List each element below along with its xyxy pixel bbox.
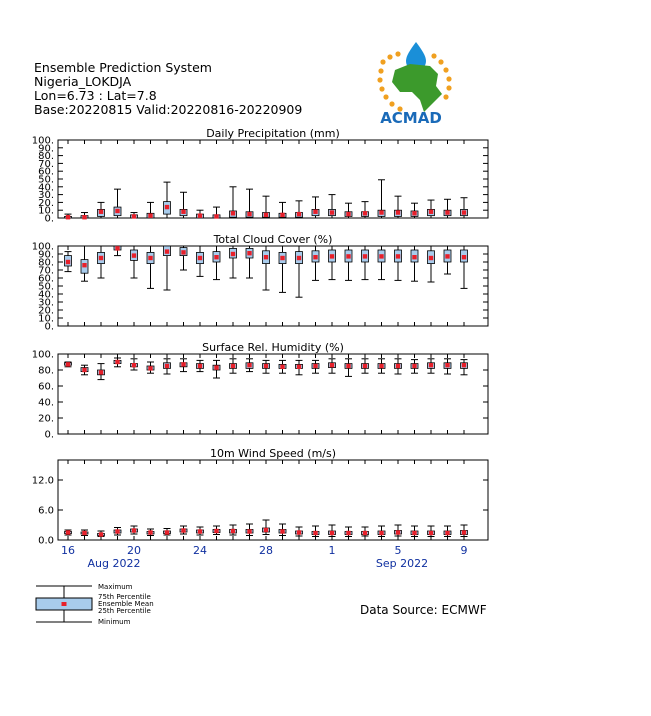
mean-marker: [445, 363, 449, 367]
mean-marker: [445, 254, 449, 258]
x-day-label: 20: [127, 544, 141, 557]
header-line-3: Lon=6.73 : Lat=7.8: [34, 88, 157, 103]
mean-marker: [379, 531, 383, 535]
mean-marker: [346, 364, 350, 368]
mean-marker: [264, 255, 268, 259]
mean-marker: [396, 364, 400, 368]
mean-marker: [231, 364, 235, 368]
mean-marker: [462, 210, 466, 214]
y-tick-label: 6.0: [38, 505, 54, 517]
mean-marker: [297, 256, 301, 260]
y-tick-label: 40.: [38, 289, 54, 301]
mean-marker: [66, 530, 70, 534]
y-tick-label: 0.: [44, 321, 54, 333]
mean-marker: [198, 256, 202, 260]
mean-marker: [280, 365, 284, 369]
legend-minimum: Minimum: [98, 618, 131, 626]
mean-marker: [297, 530, 301, 534]
mean-marker: [181, 250, 185, 254]
chart-title: 10m Wind Speed (m/s): [209, 447, 337, 460]
mean-marker: [82, 263, 86, 267]
x-day-label: 28: [259, 544, 273, 557]
header-line-4: Base:20220815 Valid:20220816-20220909: [34, 102, 303, 117]
y-tick-label: 40.: [38, 182, 54, 194]
y-tick-label: 12.0: [31, 475, 54, 487]
mean-marker: [165, 249, 169, 253]
mean-marker: [165, 205, 169, 209]
y-tick-label: 0.: [44, 429, 54, 441]
mean-marker: [82, 531, 86, 535]
mean-marker: [330, 531, 334, 535]
mean-marker: [412, 364, 416, 368]
legend-25th-percentile: 25th Percentile: [98, 607, 151, 615]
x-month-label: Sep 2022: [375, 557, 429, 570]
x-day-label: 16: [61, 544, 75, 557]
x-axis-labels: [61, 544, 468, 570]
mean-marker: [247, 363, 251, 367]
y-tick-label: 20.: [38, 305, 54, 317]
mean-marker: [115, 529, 119, 533]
legend-ensemble-mean: Ensemble Mean: [98, 600, 154, 608]
mean-marker: [198, 529, 202, 533]
mean-marker: [132, 363, 136, 367]
y-tick-label: 20.: [38, 413, 54, 425]
mean-marker: [99, 370, 103, 374]
plot-frame: [58, 246, 488, 326]
y-tick-label: 100.: [31, 349, 54, 361]
mean-marker: [181, 528, 185, 532]
mean-marker: [363, 254, 367, 258]
mean-marker: [379, 364, 383, 368]
logo-text: ACMAD: [380, 109, 442, 127]
y-tick-label: 50.: [38, 281, 54, 293]
africa-map-water-drop-logo: [377, 42, 451, 127]
mean-marker: [462, 363, 466, 367]
plot-frame: [58, 460, 488, 540]
x-day-label: 9: [460, 544, 468, 557]
box-legend: [36, 583, 154, 626]
chart-title: Daily Precipitation (mm): [206, 127, 340, 140]
mean-marker: [132, 528, 136, 532]
mean-marker: [82, 368, 86, 372]
mean-marker: [346, 531, 350, 535]
mean-marker: [313, 531, 317, 535]
legend-mean-marker: [62, 602, 67, 606]
mean-marker: [247, 251, 251, 255]
y-tick-label: 0.: [44, 213, 54, 225]
total-cloud-cover-chart: [32, 233, 488, 333]
mean-marker: [330, 254, 334, 258]
y-tick-label: 30.: [38, 297, 54, 309]
mean-marker: [445, 531, 449, 535]
mean-marker: [165, 530, 169, 534]
mean-marker: [412, 211, 416, 215]
y-tick-label: 100.: [31, 135, 54, 147]
mean-marker: [379, 210, 383, 214]
y-tick-label: 90.: [38, 143, 54, 155]
mean-marker: [280, 256, 284, 260]
mean-marker: [396, 530, 400, 534]
mean-marker: [198, 213, 202, 217]
mean-marker: [280, 529, 284, 533]
mean-marker: [247, 529, 251, 533]
x-day-label: 1: [328, 544, 336, 557]
mean-marker: [214, 255, 218, 259]
mean-marker: [396, 210, 400, 214]
mean-marker: [429, 210, 433, 214]
mean-marker: [115, 209, 119, 213]
mean-marker: [231, 252, 235, 256]
y-tick-label: 60.: [38, 166, 54, 178]
mean-marker: [148, 530, 152, 534]
plot-frame: [58, 140, 488, 218]
mean-marker: [313, 255, 317, 259]
header-line-2: Nigeria_LOKDJA: [34, 74, 132, 89]
legend-75th-percentile: 75th Percentile: [98, 593, 151, 601]
mean-marker: [148, 256, 152, 260]
data-source: Data Source: ECMWF: [360, 603, 487, 617]
mean-marker: [379, 254, 383, 258]
mean-marker: [148, 366, 152, 370]
mean-marker: [115, 360, 119, 364]
mean-marker: [231, 529, 235, 533]
mean-marker: [429, 363, 433, 367]
y-tick-label: 80.: [38, 151, 54, 163]
mean-marker: [214, 529, 218, 533]
mean-marker: [264, 364, 268, 368]
mean-marker: [363, 364, 367, 368]
y-tick-label: 60.: [38, 381, 54, 393]
mean-marker: [115, 246, 119, 250]
y-tick-label: 70.: [38, 265, 54, 277]
mean-marker: [330, 363, 334, 367]
mean-marker: [346, 212, 350, 216]
mean-marker: [214, 365, 218, 369]
y-tick-label: 100.: [31, 241, 54, 253]
mean-marker: [313, 364, 317, 368]
y-tick-label: 30.: [38, 190, 54, 202]
plot-frame: [58, 354, 488, 434]
x-day-label: 5: [394, 544, 402, 557]
mean-marker: [363, 211, 367, 215]
mean-marker: [412, 255, 416, 259]
y-tick-label: 70.: [38, 158, 54, 170]
mean-marker: [412, 531, 416, 535]
mean-marker: [165, 364, 169, 368]
legend-maximum: Maximum: [98, 583, 133, 591]
mean-marker: [198, 364, 202, 368]
mean-marker: [280, 213, 284, 217]
chart-title: Surface Rel. Humidity (%): [202, 341, 344, 354]
mean-marker: [82, 215, 86, 219]
x-month-label: Aug 2022: [87, 557, 141, 570]
y-tick-label: 40.: [38, 397, 54, 409]
mean-marker: [297, 365, 301, 369]
mean-marker: [297, 212, 301, 216]
y-tick-label: 10.: [38, 313, 54, 325]
mean-marker: [445, 210, 449, 214]
mean-marker: [231, 211, 235, 215]
mean-marker: [66, 260, 70, 264]
mean-marker: [181, 210, 185, 214]
mean-marker: [264, 528, 268, 532]
mean-marker: [99, 532, 103, 536]
mean-marker: [66, 215, 70, 219]
mean-marker: [462, 255, 466, 259]
mean-marker: [462, 530, 466, 534]
mean-marker: [429, 256, 433, 260]
y-tick-label: 90.: [38, 249, 54, 261]
mean-marker: [99, 210, 103, 214]
mean-marker: [247, 212, 251, 216]
mean-marker: [396, 254, 400, 258]
mean-marker: [99, 256, 103, 260]
y-tick-label: 80.: [38, 365, 54, 377]
y-tick-label: 50.: [38, 174, 54, 186]
mean-marker: [214, 214, 218, 218]
daily-precipitation-chart: [32, 127, 488, 225]
x-day-label: 24: [193, 544, 207, 557]
mean-marker: [66, 362, 70, 366]
y-tick-label: 60.: [38, 273, 54, 285]
mean-marker: [148, 213, 152, 217]
mean-marker: [429, 531, 433, 535]
mean-marker: [132, 253, 136, 257]
surface-rel-humidity-chart: [32, 341, 488, 441]
mean-marker: [181, 362, 185, 366]
y-tick-label: 10.: [38, 205, 54, 217]
chart-title: Total Cloud Cover (%): [213, 233, 333, 246]
header-line-1: Ensemble Prediction System: [34, 60, 212, 75]
mean-marker: [264, 213, 268, 217]
mean-marker: [313, 210, 317, 214]
y-tick-label: 80.: [38, 257, 54, 269]
mean-marker: [346, 254, 350, 258]
mean-marker: [132, 214, 136, 218]
y-tick-label: 0.0: [38, 535, 54, 547]
wind-speed-chart: [32, 447, 488, 547]
y-tick-label: 20.: [38, 197, 54, 209]
mean-marker: [363, 531, 367, 535]
mean-marker: [330, 210, 334, 214]
